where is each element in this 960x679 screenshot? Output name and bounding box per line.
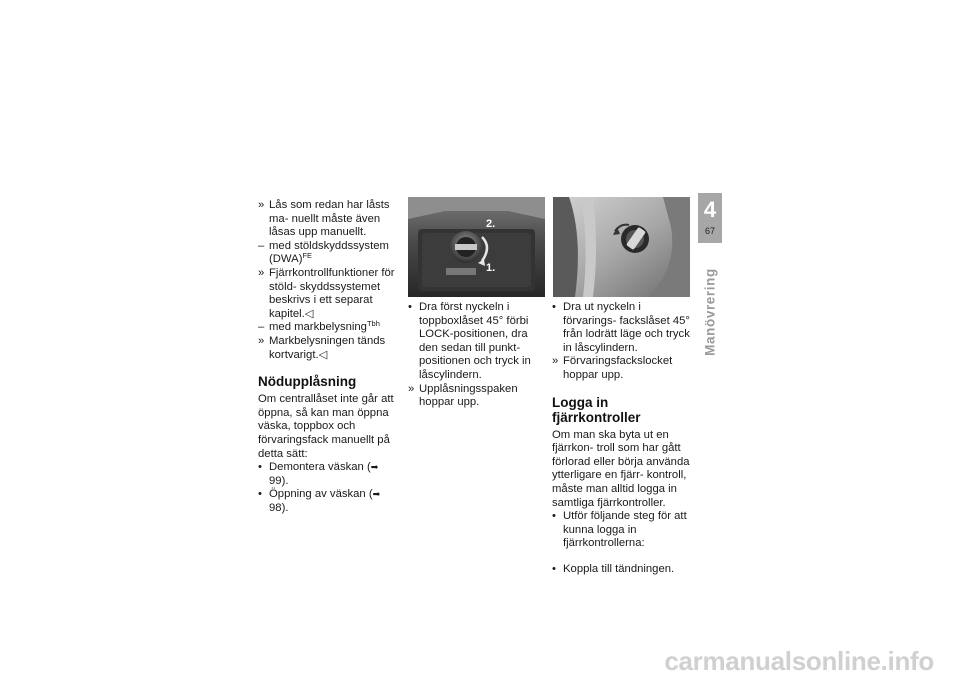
paragraph: Om man ska byta ut en fjärrkon- troll som har gått förlorad eller börja använda ytterligare en fjärr- kontroll, måste man alltid logga in samtliga fjärrkontroller. (552, 428, 690, 509)
column-1 (258, 199, 398, 515)
step-label-1: 1. (486, 262, 496, 274)
column-2 (408, 301, 548, 410)
result-item: » Markbelysningen tänds kortvarigt.◁ (258, 334, 386, 361)
condition-item: – med stöldskyddssystem (DWA)$^{FE}$ (258, 239, 389, 266)
section-heading: Nödupplåsning (258, 374, 357, 390)
condition-item: – med markbelysning$^{Tbh}$ (258, 319, 380, 334)
section-heading: Logga in fjärrkontroller (552, 394, 641, 425)
topbox-lock-photo (408, 197, 545, 297)
page-ref-arrow-icon: ➡ (370, 462, 379, 473)
result-item: » Fjärrkontrollfunktioner för stöld- skyddssystemet beskrivs i ett separat kapitel.◁ (258, 266, 395, 320)
bullet-item: • Öppning av väskan (➡ 98). (258, 488, 381, 514)
topbox-lock-illustration (408, 197, 545, 297)
storage-lock-illustration (553, 197, 690, 297)
page-reference[interactable]: 98). (269, 501, 289, 514)
bullet-item: • Dra först nyckeln i toppboxlåset 45° förbi LOCK-positionen, dra den sedan till punkt-positionen och tryck in låscylindern. (408, 301, 531, 381)
chapter-number: 4 (703, 197, 717, 222)
result-item: » Lås som redan har låsts ma- nuellt måste även låsas upp manuellt. (258, 199, 390, 239)
chapter-tab (698, 193, 722, 243)
bullet-item: • Utför följande steg för att kunna logga in fjärrkontrollerna: (552, 510, 687, 550)
storage-lock-photo (553, 197, 690, 297)
result-item: » Förvaringsfackslocket hoppar upp. (552, 355, 673, 381)
end-marker: ◁ (318, 348, 328, 361)
watermark: carmanualsonline.info (664, 646, 934, 676)
bullet-item: • Demontera väskan (➡ 99). (258, 461, 379, 487)
column-3 (552, 301, 694, 577)
end-marker: ◁ (304, 307, 314, 320)
page-reference[interactable]: 99). (269, 474, 289, 487)
result-item: » Upplåsningsspaken hoppar upp. (408, 382, 518, 409)
section-title-vertical: Manövrering (702, 268, 718, 356)
bullet-item: • Koppla till tändningen. (552, 562, 675, 575)
paragraph: Om centrallåset inte går att öppna, så kan man öppna väska, toppbox och förvaringsfack manuellt på detta sätt: (258, 393, 394, 460)
page-number: 67 (704, 226, 715, 236)
bullet-item: • Dra ut nyckeln i förvarings- fackslåset 45° från lodrätt läge och tryck in låscylindern. (552, 301, 690, 354)
step-label-2: 2. (486, 218, 496, 230)
page-ref-arrow-icon: ➡ (372, 489, 381, 500)
